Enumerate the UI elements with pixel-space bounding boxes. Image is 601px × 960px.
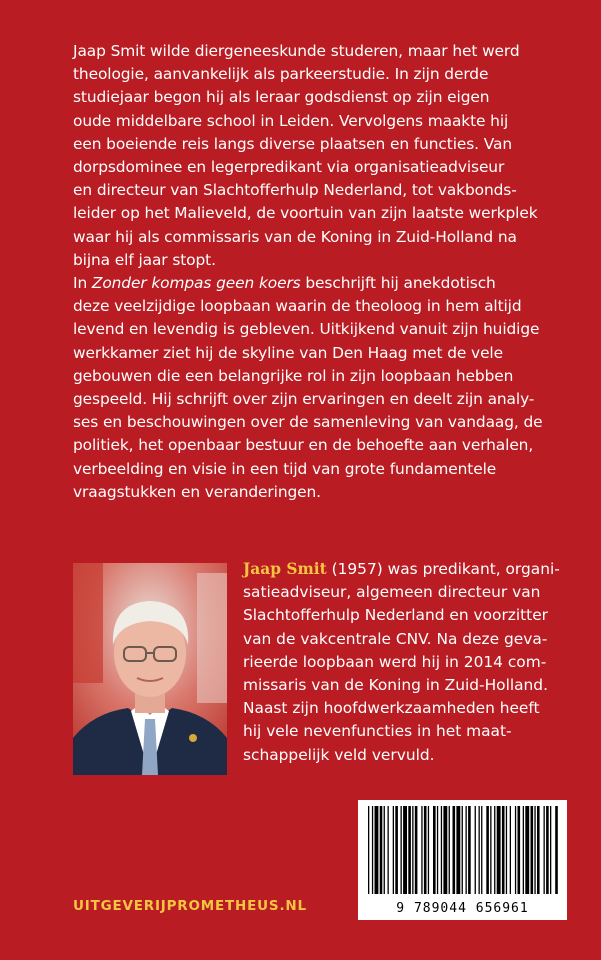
blurb-p2-prefix: In: [73, 274, 92, 293]
barcode-bar: [368, 806, 369, 894]
barcode-bar: [380, 806, 383, 894]
author-portrait-icon: [73, 563, 227, 775]
barcode-bar: [401, 806, 402, 894]
barcode-bar: [475, 806, 476, 894]
barcode-bar: [421, 806, 422, 894]
barcode: [358, 800, 567, 920]
author-bio-text: (1957) was predikant, organi- satieadviseur, algemeen directeur van Slachtofferhulp Nederland en voorzitter van de vakcentrale CNV. Na deze geva- rieerde loopbaan werd hij in 2014 com- missaris van de Koning in Zuid-Holland. Naast zijn hoofdwerkzaamheden heeft hij vele nevenfuncties in het maat- schappelijk veld vervuld.: [243, 560, 560, 764]
barcode-bar: [372, 806, 373, 894]
barcode-bar: [466, 806, 467, 894]
barcode-bar: [502, 806, 505, 894]
barcode-bar: [481, 806, 482, 894]
isbn-number: 9 789044 656961: [396, 901, 529, 916]
barcode-bar: [544, 806, 545, 894]
barcode-bar: [403, 806, 407, 894]
barcode-bar: [515, 806, 516, 894]
book-title-inline: Zonder kompas geen koers: [91, 274, 301, 293]
barcode-bar: [415, 806, 418, 894]
barcode-bar: [468, 806, 471, 894]
barcode-bar: [428, 806, 429, 894]
barcode-bar: [412, 806, 413, 894]
barcode-bars: [364, 806, 561, 894]
barcode-bar: [497, 806, 501, 894]
barcode-bar: [433, 806, 436, 894]
barcode-bar: [479, 806, 480, 894]
author-bio: [243, 558, 583, 767]
barcode-bar: [437, 806, 438, 894]
blurb-p2-rest: beschrijft hij anekdotisch deze veelzijdige loopbaan waarin de theoloog in hem altijd levend en levendig is gebleven. Uitkijkend vanuit zijn huidige werkkamer ziet hij de skyline van Den Haag met de vele gebouwen die een belangrijke rol in zijn loopbaan hebben gespeeld. Hij schrijft over zijn ervaringen en deelt zijn analy- ses en beschouwingen over de samenleving van vandaag, de politiek, het openbaar bestuur en de behoefte aan verhalen, verbeelding en visie in een tijd van grote fundamentele vraagstukken en veranderingen.: [73, 274, 543, 501]
barcode-bar: [510, 806, 511, 894]
barcode-bar: [550, 806, 551, 894]
barcode-bar: [555, 806, 558, 894]
blurb-paragraph-2: [73, 272, 573, 504]
barcode-bar: [441, 806, 442, 894]
barcode-bar: [375, 806, 379, 894]
barcode-bar: [384, 806, 385, 894]
barcode-bar: [506, 806, 507, 894]
barcode-bar: [523, 806, 524, 894]
barcode-bar: [408, 806, 411, 894]
barcode-bar: [534, 806, 535, 894]
barcode-bar: [546, 806, 549, 894]
barcode-bar: [525, 806, 529, 894]
barcode-bar: [424, 806, 427, 894]
barcode-bar: [453, 806, 456, 894]
barcode-bar: [395, 806, 398, 894]
barcode-bar: [449, 806, 450, 894]
barcode-bar: [456, 806, 460, 894]
author-name: Jaap Smit: [243, 560, 327, 578]
barcode-bar: [486, 806, 489, 894]
blurb-paragraph-1: Jaap Smit wilde diergeneeskunde studeren, maar het werd theologie, aanvankelijk als parkeerstudie. In zijn derde studiejaar begon hij als leraar godsdienst op zijn eigen oude middelbare school in Leiden. Vervolgens maakte hij een boeiende reis langs diverse plaatsen en functies. Van dorpsdominee en legerpredikant via organisatieadviseur en directeur van Slachtofferhulp Nederland, tot vakbonds- leider op het Malieveld, de voortuin van zijn laatste werkplek waar hij als commissaris van de Koning in Zuid-Holland na bijna elf jaar stopt.: [73, 42, 538, 269]
barcode-bar: [518, 806, 521, 894]
barcode-bar: [537, 806, 540, 894]
barcode-bar: [393, 806, 394, 894]
publisher-url: UITGEVERIJPROMETHEUS.NL: [73, 898, 307, 914]
barcode-bar: [443, 806, 447, 894]
barcode-bar: [494, 806, 495, 894]
barcode-bar: [388, 806, 389, 894]
blurb-text: [73, 40, 573, 504]
author-photo: [73, 563, 227, 775]
barcode-bar: [490, 806, 491, 894]
barcode-bar: [462, 806, 463, 894]
barcode-bar: [531, 806, 534, 894]
